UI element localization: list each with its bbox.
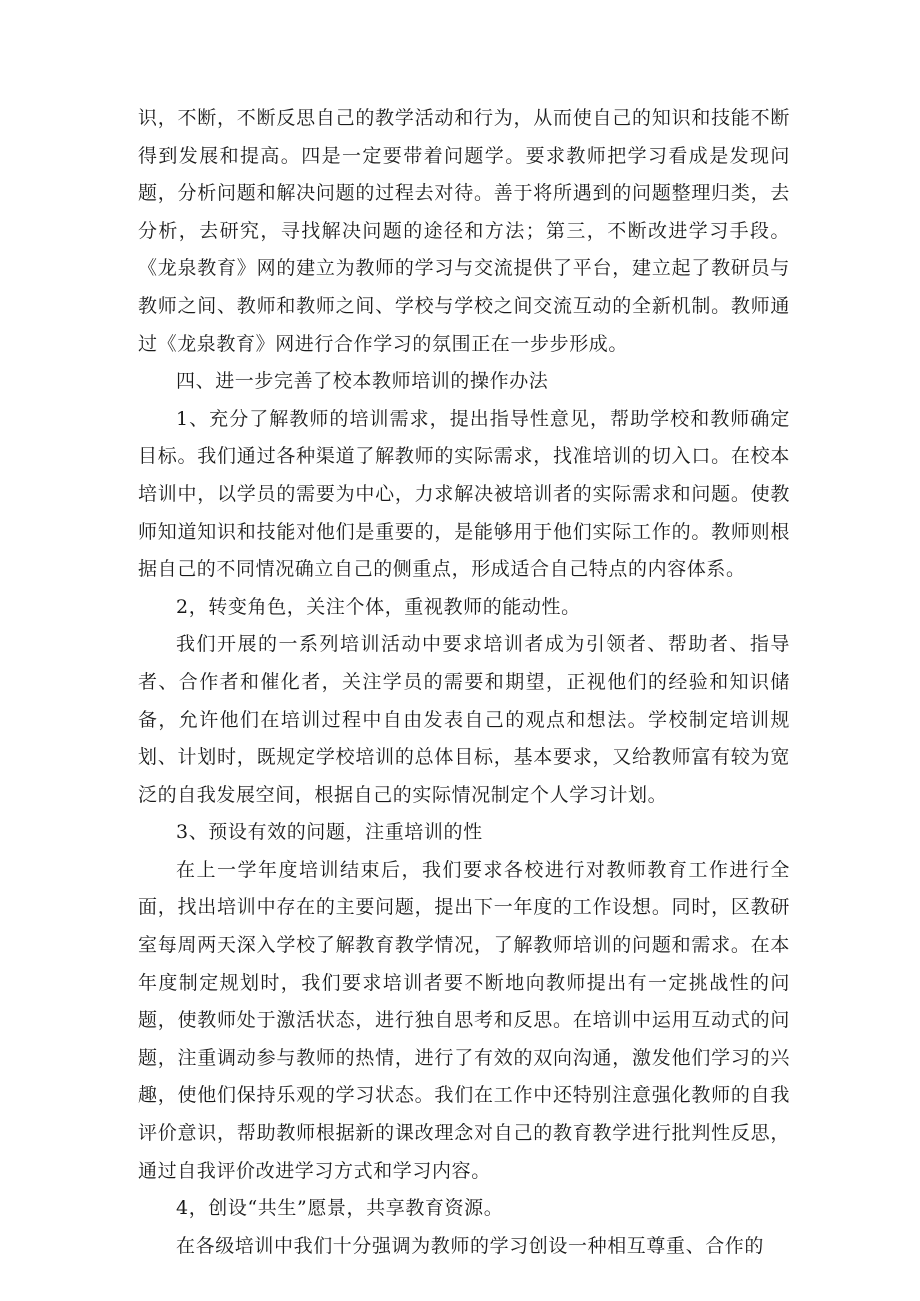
subheading-effective-questions: 3、预设有效的问题，注重培训的性 xyxy=(176,821,483,844)
document-body xyxy=(138,100,790,1265)
section-heading-training-methods: 四、进一步完善了校本教师培训的操作办法 xyxy=(176,370,549,393)
paragraph-training-activities: 我们开展的一系列培训活动中要求培训者成为引领者、帮助者、指导者、合作者和催化者，关注学员的需要和期望，正视他们的经验和知识储备，允许他们在培训过程中自由发表自己的观点和想法。学校制定培训规划、计划时，既规定学校培训的总体目标，基本要求，又给教师富有较为宽泛的自我发展空间，根据自己的实际情况制定个人学习计划。 xyxy=(138,633,790,806)
paragraph-training-levels: 在各级培训中我们十分强调为教师的学习创设一种相互尊重、合作的 xyxy=(176,1234,765,1257)
paragraph-last-year-training: 在上一学年度培训结束后，我们要求各校进行对教师教育工作进行全面，找出培训中存在的主要问题，提出下一年度的工作设想。同时，区教研室每周两天深入学校了解教育教学情况，了解教师培训的问题和需求。在本年度制定规划时，我们要求培训者要不断地向教师提出有一定挑战性的问题，使教师处于激活状态，进行独自思考和反思。在培训中运用互动式的问题，注重调动参与教师的热情，进行了有效的双向沟通，激发他们学习的兴趣，使他们保持乐观的学习状态。我们在工作中还特别注意强化教师的自我评价意识，帮助教师根据新的课改理念对自己的教育教学进行批判性反思，通过自我评价改进学习方式和学习内容。 xyxy=(138,858,790,1182)
subheading-change-roles: 2，转变角色，关注个体，重视教师的能动性。 xyxy=(176,595,581,618)
paragraph-training-needs: 1、充分了解教师的培训需求，提出指导性意见，帮助学校和教师确定目标。我们通过各种渠道了解教师的实际需求，找准培训的切入口。在校本培训中，以学员的需要为中心，力求解决被培训者的实际需求和问题。使教师知道知识和技能对他们是重要的，是能够用于他们实际工作的。教师则根据自己的不同情况确立自己的侧重点，形成适合自己特点的内容体系。 xyxy=(138,407,790,581)
subheading-shared-vision: 4，创设“共生”愿景，共享教育资源。 xyxy=(176,1197,504,1220)
paragraph-learning-methods: 识，不断，不断反思自己的教学活动和行为，从而使自己的知识和技能不断得到发展和提高。四是一定要带着问题学。要求教师把学习看成是发现问题，分析问题和解决问题的过程去对待。善于将所遇到的问题整理归类，去分析，去研究，寻找解决问题的途径和方法；第三，不断改进学习手段。《龙泉教育》网的建立为教师的学习与交流提供了平台，建立起了教研员与教师之间、教师和教师之间、学校与学校之间交流互动的全新机制。教师通过《龙泉教育》网进行合作学习的氛围正在一步步形成。 xyxy=(138,107,790,355)
